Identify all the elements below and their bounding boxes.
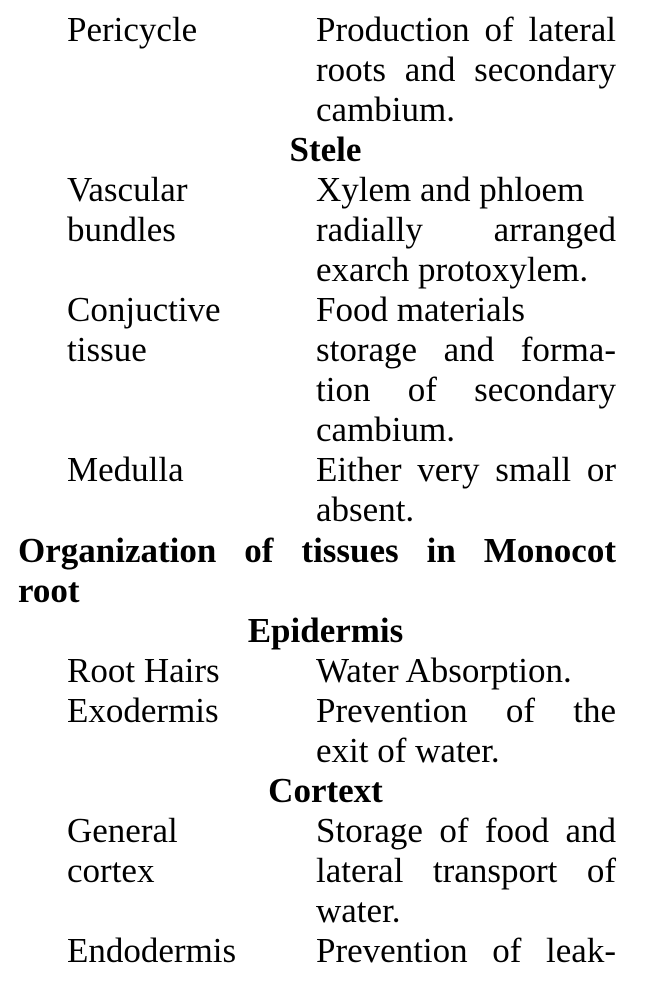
section-title-line-1: Organization of tissues in Monocot [18, 531, 616, 570]
desc-general-cortex-line-1: Storage of food and [316, 811, 616, 850]
desc-general-cortex-line-2: lateral transport of [316, 851, 616, 890]
desc-vascular-line-2: radially arranged [316, 210, 616, 249]
desc-vascular-line-1: Xylem and phloem [316, 170, 585, 209]
term-pericycle: Pericycle [67, 10, 198, 49]
desc-pericycle-line-2: roots and secondary [316, 50, 616, 89]
desc-general-cortex-line-3: water. [316, 891, 401, 930]
desc-exodermis-line-1: Prevention of the [316, 691, 616, 730]
heading-epidermis: Epidermis [247, 611, 404, 650]
desc-medulla-line-1: Either very small or [316, 450, 616, 489]
desc-pericycle-line-3: cambium. [316, 90, 455, 129]
term-conjuctive-line-2: tissue [67, 330, 147, 369]
term-exodermis: Exodermis [67, 691, 219, 730]
term-general-cortex-line-2: cortex [67, 851, 155, 890]
desc-root-hairs: Water Absorption. [316, 651, 572, 690]
desc-exodermis-line-2: exit of water. [316, 731, 500, 770]
desc-conjuctive-line-4: cambium. [316, 410, 455, 449]
desc-medulla-line-2: absent. [316, 490, 415, 529]
term-vascular-line-1: Vascular [67, 170, 188, 209]
term-root-hairs: Root Hairs [67, 651, 220, 690]
desc-conjuctive-line-3: tion of secondary [316, 370, 616, 409]
desc-endodermis-line-1: Prevention of leak- [316, 931, 616, 970]
term-vascular-line-2: bundles [67, 210, 176, 249]
desc-pericycle-line-1: Production of lateral [316, 10, 616, 49]
heading-stele: Stele [289, 130, 362, 169]
desc-vascular-line-3: exarch protoxylem. [316, 250, 589, 289]
heading-cortext: Cortext [268, 771, 383, 810]
desc-conjuctive-line-2: storage and forma- [316, 330, 616, 369]
desc-conjuctive-line-1: Food materials [316, 290, 525, 329]
term-endodermis: Endodermis [67, 931, 237, 970]
term-conjuctive-line-1: Conjuctive [67, 290, 221, 329]
section-title-line-2: root [18, 571, 80, 610]
term-general-cortex-line-1: General [67, 811, 178, 850]
term-medulla: Medulla [67, 450, 184, 489]
